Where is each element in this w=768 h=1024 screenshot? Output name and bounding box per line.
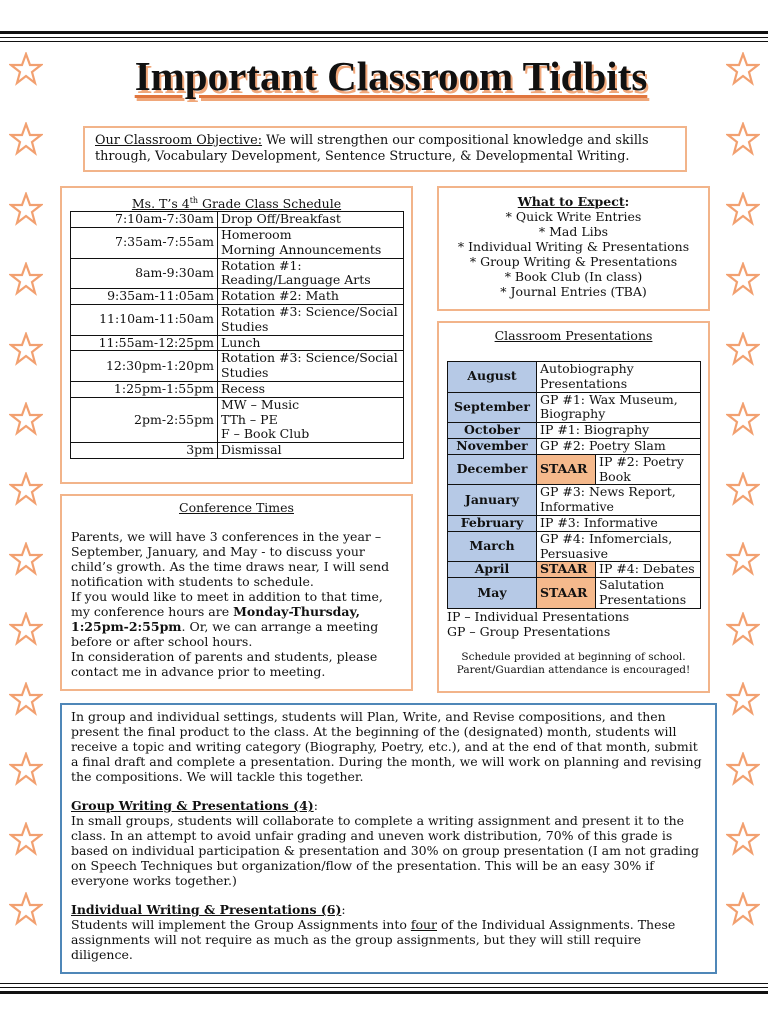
expect-item: * Book Club (In class) bbox=[504, 269, 643, 284]
legend-item: GP – Group Presentations bbox=[447, 623, 611, 639]
legend-item: IP – Individual Presentations bbox=[447, 608, 630, 624]
presentation-row bbox=[448, 362, 701, 393]
individual-heading: Individual Writing & Presentations (6) bbox=[71, 902, 342, 917]
group-text: In small groups, students will collaborate to complete a writing assignment and present it to the class. In an attempt to avoid unfair grading and uneven work distribution, 70% of this grade is based on individual participation & presentation and 30% on group presentation (I am not grading on Speech Techniques but organization/flow of the presentation. This will be an easy 30% if everyone works together.) bbox=[71, 813, 699, 888]
conference-hours: Monday-Thursday, 1:25pm-2:55pm bbox=[71, 604, 360, 634]
schedule-activity: Rotation #3: Science/Social Studies bbox=[218, 304, 404, 335]
star-icon bbox=[9, 262, 43, 296]
schedule-activity: Rotation #3: Science/Social Studies bbox=[218, 351, 404, 382]
schedule-box bbox=[60, 186, 413, 484]
presentation-row bbox=[448, 392, 701, 423]
star-icon bbox=[726, 822, 760, 856]
expect-item: * Quick Write Entries bbox=[505, 209, 642, 224]
presentation-text: IP #4: Debates bbox=[596, 562, 701, 578]
presentation-month: November bbox=[448, 438, 537, 454]
presentation-text: GP #2: Poetry Slam bbox=[537, 438, 701, 454]
expect-item: * Journal Entries (TBA) bbox=[500, 284, 647, 299]
schedule-time: 2pm-2:55pm bbox=[71, 397, 218, 442]
bottom-rule-thick bbox=[0, 991, 768, 994]
presentation-row bbox=[448, 454, 701, 485]
star-icon bbox=[9, 332, 43, 366]
conference-p2c: . Or, we can arrange a meeting before or after school hours. bbox=[71, 619, 379, 649]
schedule-activity: Drop Off/Breakfast bbox=[218, 212, 404, 228]
star-icon bbox=[9, 472, 43, 506]
schedule-row bbox=[71, 351, 404, 382]
presentation-row bbox=[448, 578, 701, 609]
schedule-activity: Homeroom Morning Announcements bbox=[218, 227, 404, 258]
star-icon bbox=[9, 122, 43, 156]
presentation-text: GP #3: News Report, Informative bbox=[537, 485, 701, 516]
presentation-month: December bbox=[448, 454, 537, 485]
schedule-activity: Rotation #2: Math bbox=[218, 289, 404, 305]
star-icon bbox=[726, 332, 760, 366]
schedule-activity: MW – Music TTh – PE F – Book Club bbox=[218, 397, 404, 442]
schedule-time: 11:10am-11:50am bbox=[71, 304, 218, 335]
expect-box: What to Expect: * Quick Write Entries * Mad Libs * Individual Writing & Presentations * Group Writing & Presentations * Book Club (In class) * Journal Entries (TBA) bbox=[437, 186, 710, 311]
presentation-text: GP #4: Infomercials, Persuasive bbox=[537, 531, 701, 562]
expect-item: * Individual Writing & Presentations bbox=[457, 239, 690, 254]
schedule-time: 8am-9:30am bbox=[71, 258, 218, 289]
star-icon bbox=[726, 752, 760, 786]
presentation-row bbox=[448, 515, 701, 531]
expect-heading: What to Expect bbox=[517, 194, 625, 209]
conference-box bbox=[60, 494, 413, 691]
schedule-time: 7:10am-7:30am bbox=[71, 212, 218, 228]
schedule-row bbox=[71, 443, 404, 459]
star-icon bbox=[9, 612, 43, 646]
writing-box: In group and individual settings, students will Plan, Write, and Revise compositions, and then present the final product to the class. At the beginning of the (designated) month, students will receive a topic and writing category (Biography, Poetry, etc.), and at the end of that month, submit a final draft and complete a presentation. During the month, we will work on planning and revising the compositions. We will tackle this together. Group Writing & Presentations (4): In small groups, students will collaborate to complete a writing assignment and present it to the class. In an attempt to avoid unfair grading and uneven work distribution, 70% of this grade is based on individual participation & presentation and 30% on group presentation (I am not grading on Speech Techniques but organization/flow of the presentation. This will be an easy 30% if everyone works together.) Individual Writing & Presentations (6): Students will implement the Group Assignments into four of the Individual Assignments. These assignments will not require as much as the group assignments, but they will still require diligence. bbox=[60, 703, 717, 974]
group-heading: Group Writing & Presentations (4) bbox=[71, 798, 314, 813]
presentation-row bbox=[448, 485, 701, 516]
schedule-time: 3pm bbox=[71, 443, 218, 459]
presentations-note bbox=[447, 651, 700, 677]
presentation-row bbox=[448, 438, 701, 454]
schedule-row bbox=[71, 258, 404, 289]
schedule-activity: Dismissal bbox=[218, 443, 404, 459]
presentation-row bbox=[448, 531, 701, 562]
schedule-time: 12:30pm-1:20pm bbox=[71, 351, 218, 382]
star-icon bbox=[726, 472, 760, 506]
top-rule-thick bbox=[0, 31, 768, 34]
presentation-row bbox=[448, 423, 701, 439]
presentation-month: January bbox=[448, 485, 537, 516]
schedule-row bbox=[71, 397, 404, 442]
star-icon bbox=[726, 262, 760, 296]
presentation-text: IP #1: Biography bbox=[537, 423, 701, 439]
presentation-text: GP #1: Wax Museum, Biography bbox=[537, 392, 701, 423]
conference-p1: Parents, we will have 3 conferences in the year – September, January, and May - to discuss your child’s growth. As the time draws near, I will send notification with students to schedule. bbox=[71, 529, 390, 589]
presentations-legend bbox=[447, 609, 700, 639]
star-icon bbox=[726, 122, 760, 156]
note-line: Parent/Guardian attendance is encouraged! bbox=[456, 663, 691, 676]
presentation-text: Autobiography Presentations bbox=[537, 362, 701, 393]
presentation-month: September bbox=[448, 392, 537, 423]
presentation-text: IP #2: Poetry Book bbox=[596, 454, 701, 485]
schedule-time: 11:55am-12:25pm bbox=[71, 335, 218, 351]
expect-item: * Mad Libs bbox=[538, 224, 609, 239]
star-icon bbox=[726, 402, 760, 436]
objective-text: We will strengthen our compositional knowledge and skills through, Vocabulary Development, Sentence Structure, & Developmental Writing. bbox=[95, 133, 649, 164]
schedule-row bbox=[71, 304, 404, 335]
star-icon bbox=[9, 192, 43, 226]
schedule-row bbox=[71, 227, 404, 258]
star-icon bbox=[726, 192, 760, 226]
schedule-time: 9:35am-11:05am bbox=[71, 289, 218, 305]
schedule-time: 1:25pm-1:55pm bbox=[71, 381, 218, 397]
star-icon bbox=[9, 402, 43, 436]
conference-p2a: If you would like to meet in addition to that time, my conference hours are bbox=[71, 589, 383, 619]
bottom-rule-thin bbox=[0, 987, 768, 988]
presentation-month: February bbox=[448, 515, 537, 531]
star-icon bbox=[726, 52, 760, 86]
conference-p3: In consideration of parents and students, please contact me in advance prior to meeting. bbox=[71, 649, 378, 679]
objective-box bbox=[83, 126, 687, 172]
schedule-activity: Recess bbox=[218, 381, 404, 397]
presentation-month: August bbox=[448, 362, 537, 393]
schedule-activity: Rotation #1: Reading/Language Arts bbox=[218, 258, 404, 289]
presentation-month: May bbox=[448, 578, 537, 609]
schedule-time: 7:35am-7:55am bbox=[71, 227, 218, 258]
objective-label: Our Classroom Objective: bbox=[95, 133, 263, 148]
star-icon bbox=[9, 52, 43, 86]
top-rule-thin bbox=[0, 41, 768, 42]
schedule-row bbox=[71, 381, 404, 397]
expect-list bbox=[445, 209, 702, 299]
top-rule-thin bbox=[0, 37, 768, 38]
presentation-month: October bbox=[448, 423, 537, 439]
schedule-activity: Lunch bbox=[218, 335, 404, 351]
star-icon bbox=[726, 612, 760, 646]
bottom-rule-thin bbox=[0, 983, 768, 984]
staar-badge: STAAR bbox=[537, 562, 596, 578]
individual-text-c: of the Individual Assignments. These assignments will not require as much as the group assignments, but they will still require diligence. bbox=[71, 917, 676, 962]
schedule-row bbox=[71, 212, 404, 228]
schedule-row bbox=[71, 289, 404, 305]
staar-badge: STAAR bbox=[537, 454, 596, 485]
star-icon bbox=[9, 822, 43, 856]
page-title: Important Classroom Tidbits bbox=[134, 53, 648, 99]
star-icon bbox=[726, 682, 760, 716]
presentations-heading: Classroom Presentations bbox=[494, 328, 653, 343]
presentation-text: IP #3: Informative bbox=[537, 515, 701, 531]
star-icon bbox=[726, 542, 760, 576]
schedule-heading: Ms. T’s 4th Grade Class Schedule bbox=[131, 196, 342, 212]
presentation-month: March bbox=[448, 531, 537, 562]
presentations-box bbox=[437, 321, 710, 693]
star-icon bbox=[9, 682, 43, 716]
presentation-row bbox=[448, 562, 701, 578]
presentations-table bbox=[447, 361, 701, 609]
schedule-row bbox=[71, 335, 404, 351]
note-line: Schedule provided at beginning of school. bbox=[461, 650, 686, 663]
expect-item: * Group Writing & Presentations bbox=[469, 254, 678, 269]
individual-text-a: Students will implement the Group Assignments into bbox=[71, 917, 411, 932]
star-icon bbox=[9, 542, 43, 576]
presentation-month: April bbox=[448, 562, 537, 578]
writing-intro: In group and individual settings, students will Plan, Write, and Revise compositions, and then present the final product to the class. At the beginning of the (designated) month, students will receive a topic and writing category (Biography, Poetry, etc.), and at the end of that month, submit a final draft and complete a presentation. During the month, we will work on planning and revising the compositions. We will tackle this together. bbox=[71, 709, 702, 784]
conference-heading: Conference Times bbox=[179, 500, 294, 515]
star-icon bbox=[9, 892, 43, 926]
staar-badge: STAAR bbox=[537, 578, 596, 609]
individual-text-four: four bbox=[410, 917, 438, 932]
presentation-text: Salutation Presentations bbox=[596, 578, 701, 609]
star-icon bbox=[9, 752, 43, 786]
star-icon bbox=[726, 892, 760, 926]
schedule-table bbox=[70, 211, 404, 459]
